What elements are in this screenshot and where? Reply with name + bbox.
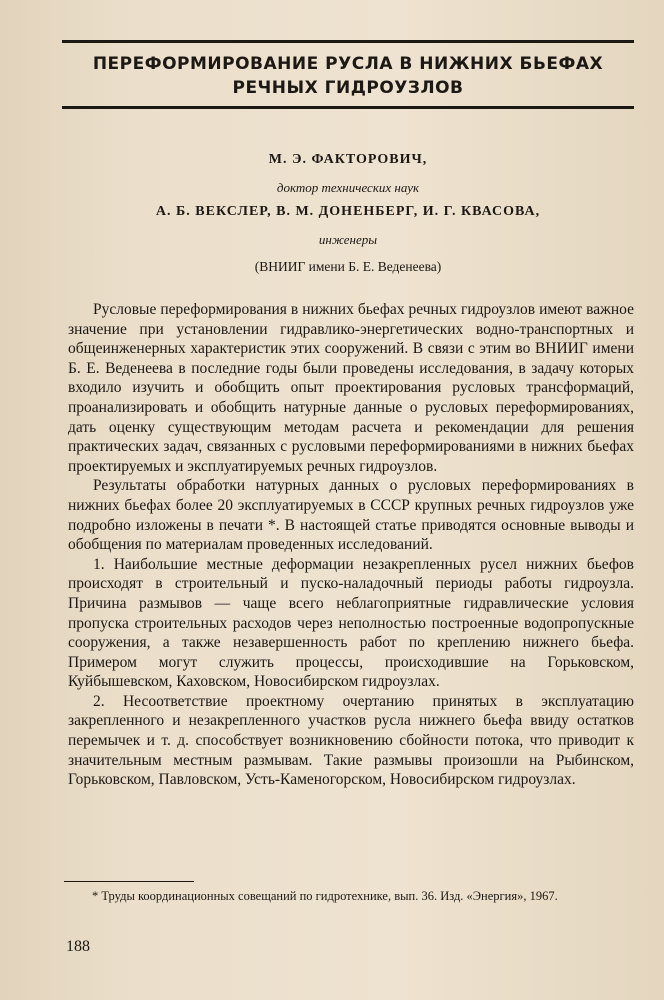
co-authors: А. Б. ВЕКСЛЕР, В. М. ДОНЕНБЕРГ, И. Г. КВАСОВА, [155, 204, 541, 219]
title-line-1: ПЕРЕФОРМИРОВАНИЕ РУСЛА В НИЖНИХ БЬЕФАХ [92, 54, 604, 74]
footnote: * Труды координационных совещаний по гидротехнике, вып. 36. Изд. «Энергия», 1967. [92, 889, 558, 903]
first-author-role: доктор технических наук [276, 180, 420, 195]
article-title [62, 52, 634, 100]
co-authors-role: инженеры [318, 232, 378, 247]
article-body [68, 300, 634, 790]
paragraph-point-2: 2. Несоответствие проектному очертанию принятых в эксплуатацию закрепленного и незакрепленного участков русла нижнего бьефа ввиду остатков перемычек и т. д. способствует возникновению сбойности потока, что приводит к значительным местным размывам. Такие размывы произошли на Рыбинском, Горьковском, Павловском, Усть-Каменогорском, Новосибирском гидроузлах. [68, 692, 634, 789]
top-rule [62, 40, 634, 43]
paragraph-results: Результаты обработки натурных данных о русловых переформированиях в нижних бьефах более 20 эксплуатируемых в СССР крупных речных гидроузлов уже подробно изложены в печати *. В настоящей статье приводятся основные выводы и обобщения по материалам проведенных исследований. [68, 477, 634, 554]
footnote-divider [64, 881, 194, 882]
page-number: 188 [66, 938, 90, 955]
title-line-2: РЕЧНЫХ ГИДРОУЗЛОВ [232, 78, 464, 98]
paragraph-point-1: 1. Наибольшие местные деформации незакрепленных русел нижних бьефов происходят в строительный и пуско-наладочный периоды работы гидроузла. Причина размывов — чаще всего неблагоприятные гидравлические условия пропуска строительных расходов через неполностью построенные водопропускные сооружения, а также незавершенность работ по креплению нижнего бьефа. Примером могут служить процессы, происходившие на Горьковском, Куйбышевском, Каховском, Новосибирском гидроузлах. [68, 555, 634, 691]
affiliation: (ВНИИГ имени Б. Е. Веденеева) [254, 259, 442, 274]
title-bottom-rule [62, 106, 634, 109]
first-author: М. Э. ФАКТОРОВИЧ, [268, 152, 428, 167]
paragraph-intro: Русловые переформирования в нижних бьефах речных гидроузлов имеют важное значение при установлении гидравлико-энергетических водно-транспортных и общеинженерных характеристик этих сооружений. В связи с этим во ВНИИГ имени Б. Е. Веденеева в последние годы были проведены исследования, в задачу которых входило изучить и обобщить опыт проектирования русловых трансформаций, проанализировать и обобщить натурные данные о русловых переформированиях, дать оценку существующим методам расчета и рекомендации для решения практических задач, связанных с русловыми переформированиями в нижних бьефах проектируемых и эксплуатируемых речных гидроузлов. [68, 301, 634, 475]
